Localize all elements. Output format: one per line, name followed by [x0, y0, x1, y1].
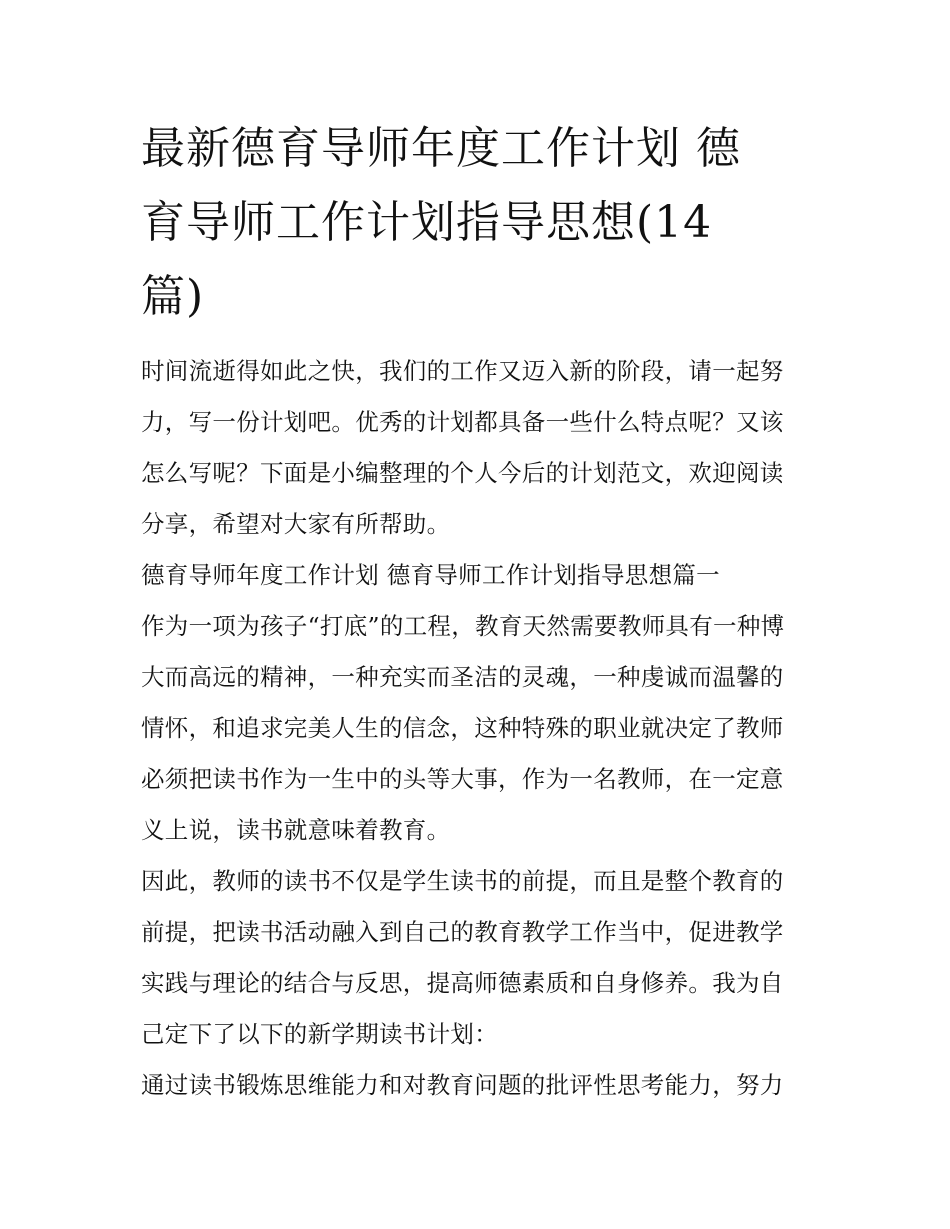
title-line-1: 最新德育导师年度工作计划 德: [141, 123, 741, 174]
paragraph-line: 怎么写呢？下面是小编整理的个人今后的计划范文，欢迎阅读: [141, 459, 784, 487]
body-paragraph-3: [141, 1060, 813, 1111]
paragraph-line: 时间流逝得如此之快，我们的工作又迈入新的阶段，请一起努: [141, 357, 784, 385]
intro-paragraph: [141, 346, 813, 550]
paragraph-line: 实践与理论的结合与反思，提高师德素质和自身修养。我为自: [141, 969, 784, 997]
paragraph-line: 因此，教师的读书不仅是学生读书的前提，而且是整个教育的: [141, 867, 784, 895]
paragraph-line: 义上说，读书就意味着教育。: [141, 816, 451, 844]
document-content: [141, 112, 813, 1111]
paragraph-line: 前提，把读书活动融入到自己的教育教学工作当中，促进教学: [141, 918, 784, 946]
body-paragraph-1: [141, 601, 813, 856]
document-title: [141, 112, 813, 334]
section-heading-line: 德育导师年度工作计划 德育导师工作计划指导思想篇一: [141, 561, 720, 589]
body-paragraph-2: [141, 856, 813, 1060]
section-heading: [141, 550, 813, 601]
paragraph-line: 通过读书锻炼思维能力和对教育问题的批评性思考能力，努力: [141, 1071, 784, 1099]
paragraph-line: 分享，希望对大家有所帮助。: [141, 510, 451, 538]
title-line-3: 篇): [141, 271, 205, 322]
paragraph-line: 作为一项为孩子“打底”的工程，教育天然需要教师具有一种博: [141, 612, 785, 640]
paragraph-line: 必须把读书作为一生中的头等大事，作为一名教师，在一定意: [141, 765, 784, 793]
paragraph-line: 力，写一份计划吧。优秀的计划都具备一些什么特点呢？又该: [141, 408, 784, 436]
paragraph-line: 大而高远的精神，一种充实而圣洁的灵魂，一种虔诚而温馨的: [141, 663, 784, 691]
title-line-2: 育导师工作计划指导思想(14: [141, 197, 713, 248]
paragraph-line: 己定下了以下的新学期读书计划：: [141, 1020, 498, 1048]
paragraph-line: 情怀，和追求完美人生的信念，这种特殊的职业就决定了教师: [141, 714, 784, 742]
